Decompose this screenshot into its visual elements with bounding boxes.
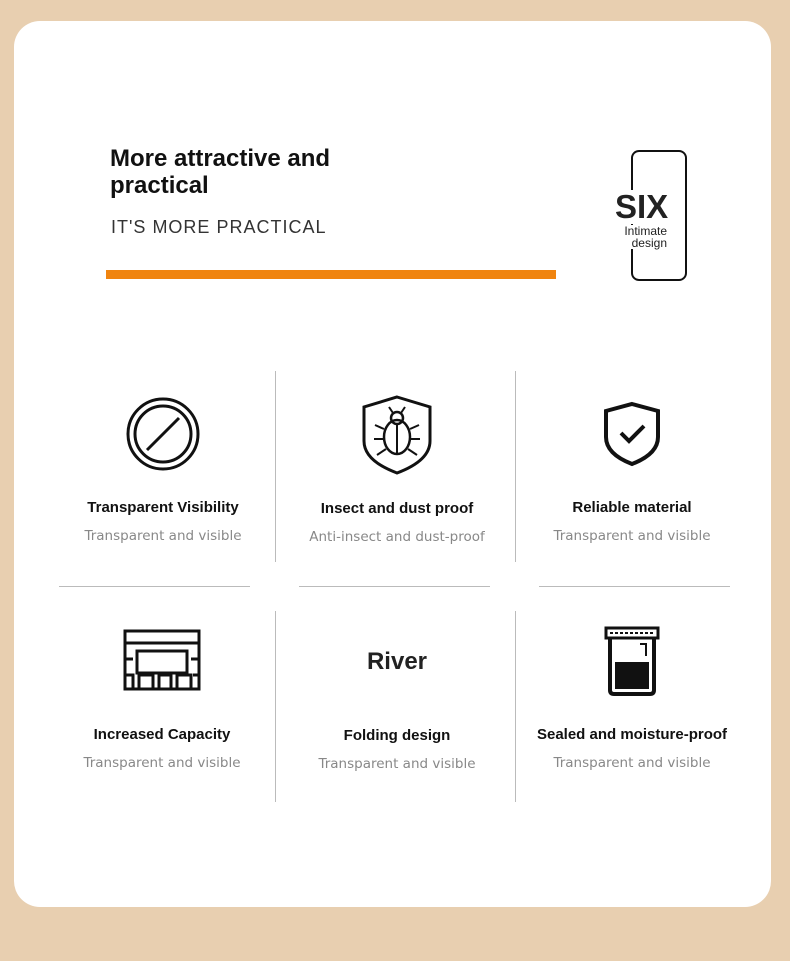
grid-divider <box>299 586 490 587</box>
bug-shield-icon <box>287 395 507 475</box>
section-badge-caption <box>615 225 667 249</box>
feature-desc: Transparent and visible <box>84 528 242 544</box>
badge-caption-line1: Intimate <box>624 224 667 238</box>
feature-label: Reliable material <box>572 499 692 516</box>
feature-insect-dust-proof <box>287 395 507 545</box>
accent-bar <box>106 270 556 279</box>
feature-sealed-moisture-proof <box>522 621 742 771</box>
feature-transparent-visibility <box>53 394 273 544</box>
river-logo-text: River <box>366 648 428 675</box>
page-subtitle: IT'S MORE PRACTICAL <box>111 217 327 237</box>
badge-caption-line2: design <box>631 236 667 250</box>
feature-desc: Transparent and visible <box>83 755 241 771</box>
grid-divider <box>275 371 276 562</box>
feature-label: Sealed and moisture-proof <box>536 726 728 743</box>
grid-divider <box>275 611 276 802</box>
feature-desc: Anti-insect and dust-proof <box>309 529 485 545</box>
feature-desc: Transparent and visible <box>553 755 711 771</box>
capacity-icon <box>52 621 272 701</box>
feature-label: Insect and dust proof <box>320 500 474 517</box>
page-title: More attractive and practical <box>110 145 331 199</box>
grid-divider <box>515 371 516 562</box>
grid-divider <box>515 611 516 802</box>
shield-check-icon <box>522 394 742 474</box>
feature-label: Folding design <box>343 727 451 744</box>
feature-reliable-material <box>522 394 742 544</box>
no-sign-icon <box>53 394 273 474</box>
feature-desc: Transparent and visible <box>318 756 476 772</box>
feature-label: Increased Capacity <box>93 726 231 743</box>
sealed-jar-icon <box>522 621 742 701</box>
feature-desc: Transparent and visible <box>553 528 711 544</box>
river-logo <box>287 622 507 702</box>
feature-label: Transparent Visibility <box>87 499 239 516</box>
grid-divider <box>59 586 250 587</box>
section-badge-word: SIX <box>615 188 669 225</box>
grid-divider <box>539 586 730 587</box>
feature-increased-capacity <box>52 621 272 771</box>
feature-folding-design <box>287 622 507 772</box>
